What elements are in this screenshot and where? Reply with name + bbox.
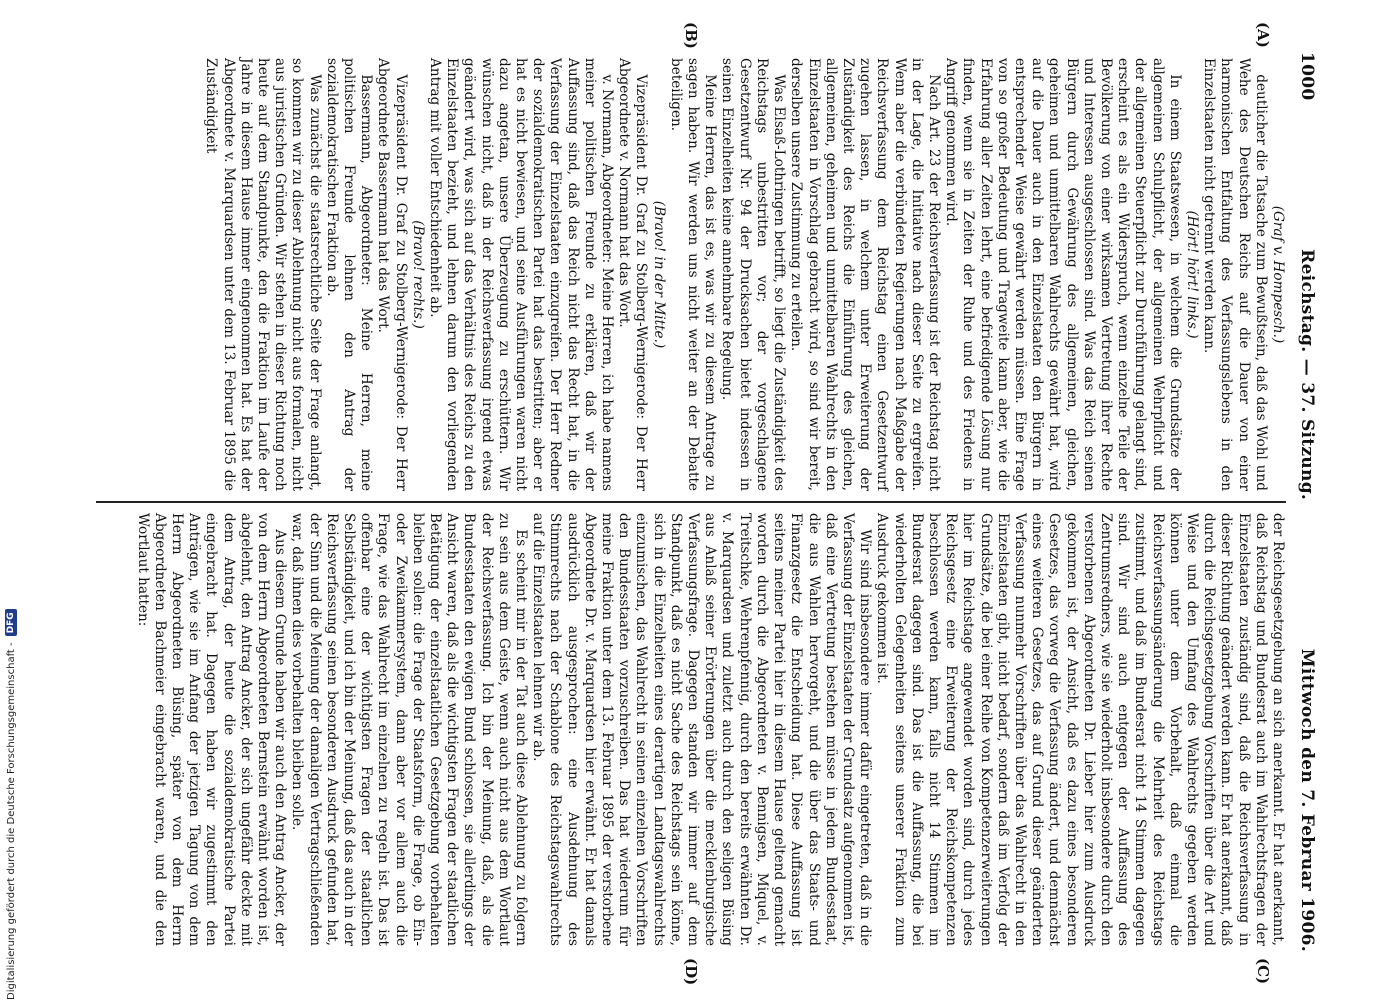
margin-marker-c: (C) [1254,958,1272,985]
paragraph: Vizepräsident Dr. Graf zu Stolberg-Wernigerode: Der Herr Abgeordnete v. Normann hat das Wort. [616,58,650,491]
paragraph: In einem Staatswesen, in welchem die Grundsätze der allgemeinen Schulpflicht, der allgemeinen Wehrpflicht und der allgemeinen Steuerpflicht zur Durchführung gelangt sind, erscheint es als ein Widerspruch, wenn einzelne Teile der Bevölkerung von einer wirksamen Vertretung ihrer Rechte und Interessen ausgeschlossen sind. Was das Reich seinen Bürgern durch Gewährung des allgemeinen, gleichen, geheimen und unmittelbaren Wahlrechts gewährt hat, wird auf die Dauer auch in den Einzelstaaten den Bürgern in entsprechender Weise gewährt werden müssen. Eine Frage von so großer Bedeutung und Tragweite kann aber, wie die Erfahrung aller Zeiten lehrt, eine befriedigende Lösung nur finden, wenn sie in Zeiten der Ruhe und des Friedens in Angriff genommen wird. [943,58,1183,491]
credit-text: Digitalisierung gefördert durch die Deutsche Forschungsgemeinschaft - [5,642,17,1000]
interjection: (Hört! hört! links.) [1183,210,1200,339]
paragraph: Wir sind insbesondere immer dafür eingetreten, daß in die Verfassung der Einzelstaaten der Grundsatz aufgenommen ist, daß eine Vertretung bestehen müsse in jedem Bundesstaat, die aus Wahlen hervorgeht, und die über das Staats- und Finanzgesetz die Entscheidung hat. Diese Auffassung ist seitens meiner Partei hier in diesem Hause geltend gemacht worden durch die Abgeordneten v. Bennigsen, Miquel, v. Treitschke, Wehrenpfennig, durch den bereits erwähnten Dr. v. Marquardsen und zuletzt auch durch den seligen Büsing aus Anlaß seiner Erörterungen über die mecklenburgische Verfassungsfrage. Dagegen standen wir immer auf dem Standpunkt, daß es nicht Sache des Reichstags sein könne, sich in die Einzelheiten eines derartigen Landtagswahlrechts einzumischen, das Wahlrecht in seinen einzelnen Vorschriften den Bundesstaaten vorzuschreiben. Das hat wiederum für meine Fraktion unter dem 13. Februar 1895 der verstorbene Abgeordnete Dr. v. Marquardsen hier erwähnt. Er hat damals ausdrücklich ausgesprochen: eine Ausdehnung des Stimmrechts nach der Schablone des Reichstagswahlrechts auf die Einzelstaaten lehnen wir ab. [530,513,874,946]
paragraph: der Reichsgesetzgebung an sich anerkannt. Er hat anerkannt, daß Reichstag und Bundesrat auch im Wahlrechtsfragen der Einzelstaaten zuständig sind, daß die Reichsverfassung in dieser Richtung geändert werden kann. Er hat anerkannt, daß durch die Reichsgesetzgebung Vorschriften über die Art und Weise und den Umfang des Wahlrechts gegeben werden können unter dem Vorbehalt, daß einmal die Reichsverfassungsänderung die Mehrheit des Reichstags zustimmt, und daß im Bundesrat nicht 14 Stimmen dagegen sind. Wir sind auch entgegen der Auffassung des Zentrumsredners, wie sie wiederholt insbesondere durch den verstorbenen Abgeordneten Dr. Lieber hier zum Ausdruck gekommen ist, der Ansicht, daß es dazu eines besonderen Gesetzes, das vorweg die Verfassung ändert, und demnächst eines weiteren Gesetzes, das auf Grund dieser geänderten Verfassung nunmehr Vorschriften über das Wahlrecht in den Einzelstaaten gibt, nicht bedarf, sondern daß im Verfolg der Grundsätze, die bei einer Reihe von Kompetenzerweiterungen hier im Reichstage angewendet worden sind, durch jedes Reichsgesetz eine Erweiterung der Reichskompetenzen beschlossen werden kann, falls nicht 14 Stimmen im Bundesrat dagegen sind. Das ist die Auffassung, die bei wiederholten Gelegenheiten seitens unserer Fraktion zum Ausdruck gekommen ist. [874,513,1286,946]
dfg-logo: DFG [5,609,17,636]
digitization-credit [4,440,18,1000]
paragraph: Aus diesem Grunde haben wir auch den Antrag Ancker, der von dem Herrn Abgeordneten Bernstein erwähnt worden ist, abgelehnt, den Antrag Ancker, der sich ungefähr deckte mit dem Antrag, der heute die sozialdemokratische Partei eingebracht hat. Dagegen haben wir zugestimmt den Anträgen, wie sie im Anfang der jetzigen Tagung von dem Herrn Abgeordneten Büsing, später von dem Herrn Abgeordneten Bachmeier eingebracht waren, und die den Wortlaut hatten: [134,513,289,946]
page-number: 1000 [1297,52,1317,101]
margin-marker-b: (B) [682,22,700,49]
paragraph: Nach Art. 23 der Reichsverfassung ist der Reichstag nicht in der Lage, die Initiative nach dieser Seite zu ergreifen. Wenn aber die verbündeten Regierungen nach Maßgabe der Reichsverfassung dem Reichstag einen Gesetzentwurf zugehen lassen, in welchem unter Erweiterung der Zuständigkeit des Reichs die Einführung des gleichen, allgemeinen, geheimen und unmittelbaren Wahlrechts in den Einzelstaaten in Vorschlag gebracht wird, so sind wir bereit, derselben unsere Zustimmung zu erteilen. [788,58,942,491]
column-divider [96,497,1286,507]
text-columns [96,52,1286,952]
paragraph: Vizepräsident Dr. Graf zu Stolberg-Wernigerode: Der Herr Abgeordnete Bassermann hat das Wort. [375,58,409,491]
paragraph: v. Normann, Abgeordneter: Meine Herren, ich habe namens meiner politischen Freunde zu erklären, daß wir der Auffassung sind, daß das Reich nicht das Recht hat, in die Verfassung der Einzelstaaten einzugreifen. Der Herr Redner der sozialdemokratischen Partei hat das bestritten; aber er hat es nicht bewiesen, und seine Ausführungen waren nicht dazu angetan, unsere Überzeugung zu erschüttern. Wir wünschen nicht, daß in der Reichsverfassung irgend etwas geändert wird, was sich auf das Verhältnis des Reichs zu den Einzelstaaten bezieht, und lehnen darum den vorliegenden Antrag mit voller Entschiedenheit ab. [427,58,616,491]
paragraph: Bassermann, Abgeordneter: Meine Herren, meine politischen Freunde lehnen den Antrag der sozialdemokratischen Fraktion ab. [323,58,375,491]
paragraph: Was Elsaß-Lothringen betrifft, so liegt die Zuständigkeit des Reichstags unbestritten vor; der vorgeschlagene Gesetzentwurf Nr. 94 der Drucksachen bietet indessen in seinen Einzelheiten keine annehmbare Regelung. [719,58,788,491]
running-header [1294,52,1320,952]
paragraph: Was zunächst die staatsrechtliche Seite der Frage anlangt, so kommen wir zu dieser Ablehnung nicht aus formalen, nicht aus juristischen Gründen. Wir stehen in dieser Richtung noch heute auf dem Standpunkte, den die Fraktion im Laufe der Jahre in diesem Hause immer eingenommen hat. Es hat der Abgeordnete v. Marquardsen unter dem 13. Februar 1895 die Zuständigkeit [203,58,323,491]
paragraph: Es scheint mir in der Tat auch diese Ablehnung zu folgern zu sein aus dem Geiste, wenn auch nicht aus dem Wortlaut der Reichsverfassung. Ich bin der Meinung, daß, als die Bundesstaaten den ewigen Bund schlossen, sie allerdings der Ansicht waren, daß als die wichtigsten Fragen der staatlichen Betätigung der einzelstaatlichen Gesetzgebung vorbehalten bleiben sollen: die Frage der Staatsform, die Frage, ob Ein- oder Zweikammersystem, dann aber vor allem auch die Frage, wie das Wahlrecht im einzelnen zu regeln ist. Das ist offenbar eine der wichtigsten Fragen der staatlichen Selbständigkeit, und ich bin der Meinung, daß das auch in der Reichsverfassung seinen besonderen Ausdruck gefunden hat, der Sinn und die Meinung der damaligen Vertragschließenden war, daß ihnen dies vorbehalten bleiben solle. [289,513,530,946]
interjection: (Bravo! rechts.) [409,220,426,329]
right-column [96,507,1286,952]
interjection: (Bravo! in der Mitte.) [650,200,667,349]
speaker-continuation: (Graf v. Hompesch.) [1270,205,1286,344]
document-page [75,22,1320,986]
paragraph: Meine Herren, das ist es, was wir zu diesem Antrage zu sagen haben. Wir werden uns nicht weiter an der Debatte beteiligen. [667,58,719,491]
header-date: Mittwoch den 7. Februar 1906. [1297,648,1317,952]
header-title: Reichstag. — 37. Sitzung. [1297,249,1317,501]
paragraph: deutlicher die Tatsache zum Bewußtsein, daß das Wohl und Wehe des Deutschen Reichs auf die Dauer von einer harmonischen Entfaltung des Verfassungslebens in den Einzelstaaten nicht getrennt werden kann. [1201,58,1269,491]
margin-marker-d: (D) [682,958,700,986]
left-column [96,52,1286,497]
margin-marker-a: (A) [1254,22,1272,48]
